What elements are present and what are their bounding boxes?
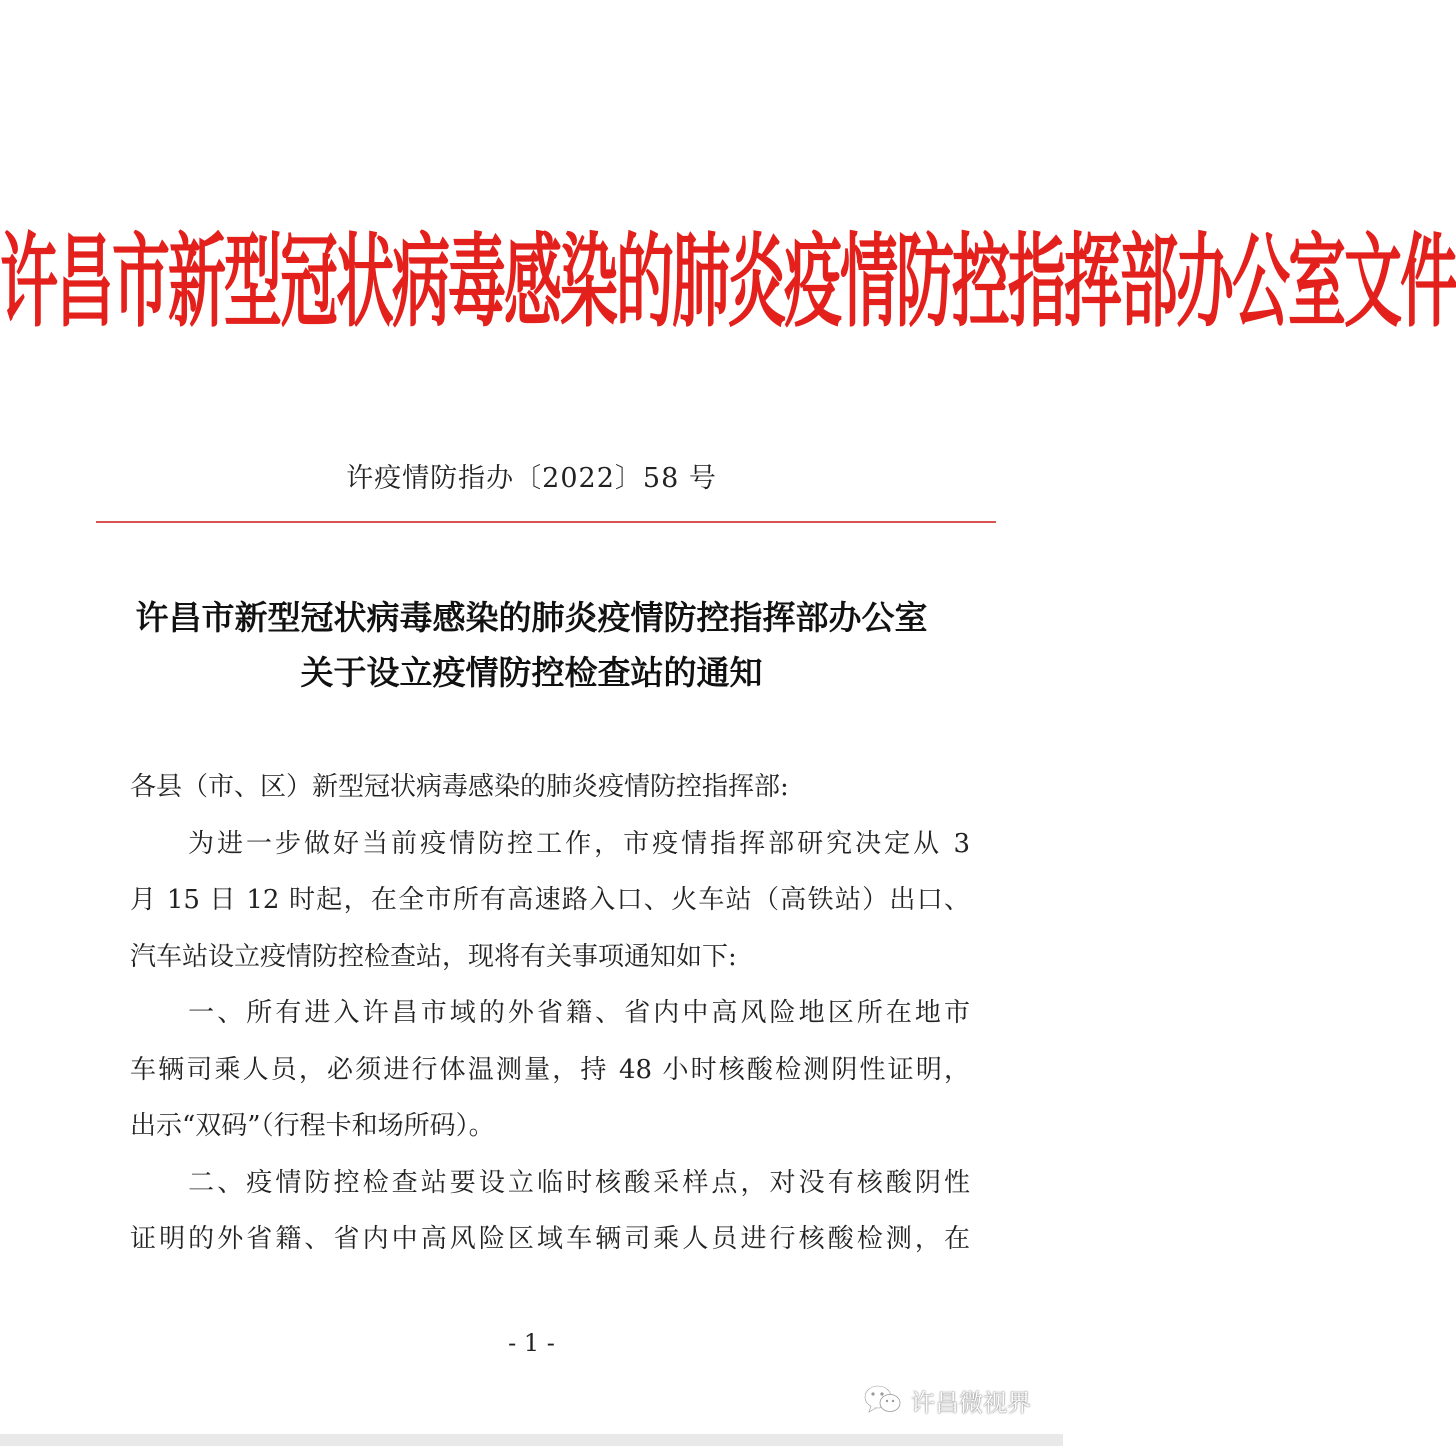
issuer-title: 许昌市新型冠状病毒感染的肺炎疫情防控指挥部办公室文件: [0, 222, 1456, 342]
body-line: 证明的外省籍、省内中高风险区域车辆司乘人员进行核酸检测，在: [130, 1224, 970, 1254]
body-line: 车辆司乘人员，必须进行体温测量，持 48 小时核酸检测阴性证明，: [130, 1054, 970, 1085]
salutation: 各县（市、区）新型冠状病毒感染的肺炎疫情防控指挥部:: [130, 772, 789, 802]
title-line-2: 关于设立疫情防控检查站的通知: [300, 653, 763, 692]
title-line-1: 许昌市新型冠状病毒感染的肺炎疫情防控指挥部办公室: [135, 598, 928, 637]
page-number: - 1 -: [508, 1329, 555, 1357]
watermark: [863, 1378, 1031, 1422]
red-divider: [96, 521, 996, 523]
body-line: 汽车站设立疫情防控检查站，现将有关事项通知如下:: [130, 941, 737, 972]
body-line: 一、所有进入许昌市域的外省籍、省内中高风险地区所在地市: [130, 998, 970, 1028]
body-line: 月 15 日 12 时起，在全市所有高速路入口、火车站（高铁站）出口、: [130, 885, 970, 915]
body-line: 出示“双码”（行程卡和场所码）。: [130, 1111, 495, 1141]
body-line: 为进一步做好当前疫情防控工作，市疫情指挥部研究决定从 3: [130, 828, 970, 859]
bottom-strip: [0, 1434, 1063, 1446]
issuer-header: [0, 212, 1456, 352]
document-body: [130, 762, 970, 1271]
document-number: 许疫情防指办〔2022〕58 号: [346, 463, 717, 494]
wechat-icon: [863, 1383, 903, 1417]
watermark-text: 许昌微视界: [911, 1388, 1031, 1417]
document-title: [0, 590, 1063, 700]
body-line: 二、疫情防控检查站要设立临时核酸采样点，对没有核酸阴性: [130, 1167, 970, 1198]
